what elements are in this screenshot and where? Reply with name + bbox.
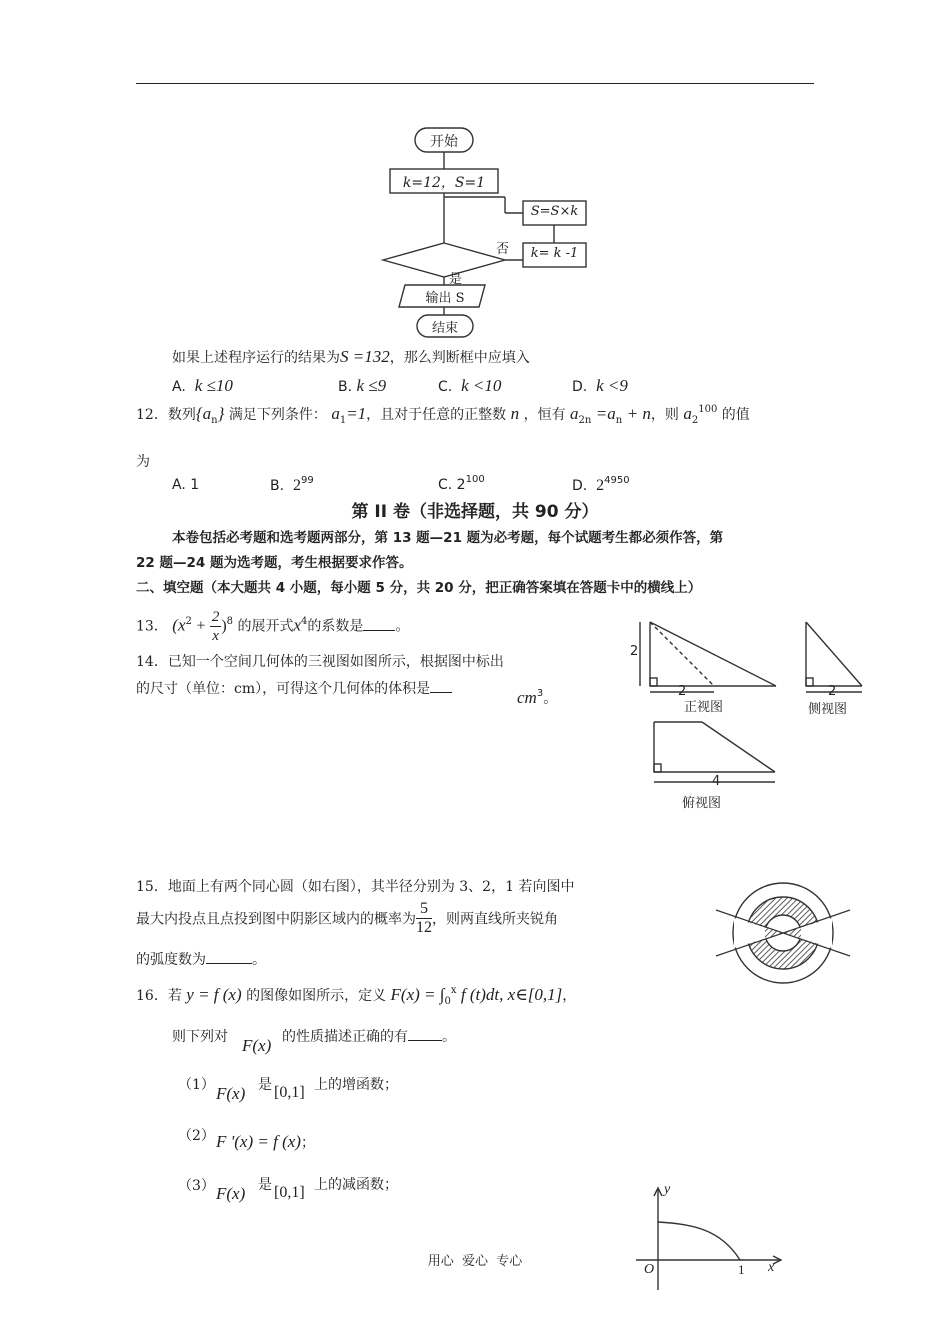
three-views-figure — [628, 604, 868, 816]
q12-option-c: C. $2^{100}$ — [438, 474, 485, 493]
flowchart-start: 开始 — [430, 134, 458, 150]
flowchart-yes-label: 是 — [449, 272, 463, 287]
q15-answer-blank[interactable] — [206, 963, 252, 964]
q12-line2: 为 — [136, 454, 150, 470]
q16-item-1-t: 是 — [258, 1077, 272, 1093]
header-rule — [136, 83, 814, 84]
q14-answer-blank[interactable] — [430, 692, 452, 693]
q13-answer-blank[interactable] — [363, 630, 395, 631]
front-dim-width: 2 — [678, 684, 687, 699]
side-dim-width: 2 — [828, 684, 837, 699]
q16-line1: 16．若 y = f (x) 的图像如图所示，定义 $F(x) = \int_0^x$ f (t)dt, x∈[0,1]， — [136, 985, 577, 1007]
q16-item-3-t: 是 — [258, 1177, 272, 1193]
q11-option-a: A. k ≤10 — [172, 376, 233, 395]
part2-desc-1: 本卷包括必考题和选考题两部分，第 13 题—21 题为必考题，每个试题考生都必须作答，第 — [172, 530, 724, 546]
q16-item-3-rest: 上的减函数； — [314, 1177, 398, 1193]
q12-number: 12． — [136, 407, 168, 423]
q16-item-3: （3） — [178, 1178, 215, 1194]
q12-line: 12．数列$\{a_n\}$ 满足下列条件： $a_1=1$，且对于任意的正整数 n ，恒有 $a_{2n} =a_n + n$，则 $a_2^{100}$ 的值 — [136, 404, 750, 426]
q16-line2: 则下列对 — [172, 1029, 228, 1045]
q16-item-3-interval: [0,1] — [274, 1184, 305, 1201]
q11-result: S =132 — [340, 347, 390, 366]
q16-item-1: （1） — [178, 1077, 215, 1093]
q12-option-d: D. $2^{4950}$ — [572, 475, 630, 494]
q11-text-after: ，那么判断框中应填入 — [389, 350, 530, 366]
flowchart-figure — [355, 125, 600, 340]
flowchart-output: 输出 S — [425, 291, 465, 306]
q11-line — [172, 347, 530, 367]
q16-answer-blank[interactable] — [408, 1040, 442, 1041]
side-view-label: 侧视图 — [808, 702, 848, 717]
graph-x-label: x — [768, 1260, 775, 1275]
q11-option-c: C. k <10 — [438, 376, 502, 395]
q13-line: 13． ($x^2$ + $\frac{2}{x}$ )$^8$ 的展开式$x^4$的系数是 。 — [136, 609, 410, 644]
q11-option-b: B. k ≤9 — [338, 376, 387, 395]
flowchart-no-label: 否 — [496, 242, 510, 257]
q16-item-2: （2） — [178, 1128, 215, 1144]
front-dim-height: 2 — [630, 644, 639, 659]
q16-item-2-expr: F '(x) = f (x)； — [216, 1132, 315, 1151]
q12-option-a: A. 1 — [172, 477, 200, 493]
function-graph-figure — [630, 1180, 785, 1298]
q12-option-b: B. $2^{99}$ — [270, 475, 314, 494]
graph-y-label: y — [664, 1182, 671, 1197]
q16-item-1-interval: [0,1] — [274, 1084, 305, 1101]
q15-line2: 最大内投点且点投到图中阴影区域内的概率为 $\frac{5}{12}$ ，则两直线所夹锐角 — [136, 900, 558, 936]
q14-line1: 14．已知一个空间几何体的三视图如图所示，根据图中标出 — [136, 654, 504, 670]
q16-item-1-expr: F(x) — [216, 1084, 246, 1103]
section-heading: 二、填空题（本大题共 4 小题，每小题 5 分，共 20 分，把正确答案填在答题卡中的横线上） — [136, 580, 702, 596]
page-footer: 用心 爱心 专心 — [427, 1254, 523, 1269]
q15-fraction: $\frac{5}{12}$ — [416, 900, 432, 936]
q11-text-before: 如果上述程序运行的结果为 — [172, 350, 340, 366]
q13-fraction: $\frac{2}{x}$ — [211, 609, 220, 644]
q14-line2: 的尺寸（单位：cm），可得这个几何体的体积是 — [136, 678, 452, 698]
part2-title: 第 II 卷（非选择题，共 90 分） — [351, 502, 599, 522]
q16-line2b: 的性质描述正确的有 。 — [282, 1029, 456, 1045]
graph-one-label: 1 — [738, 1262, 745, 1277]
concentric-circles-figure — [714, 880, 852, 986]
q15-line3: 的弧度数为 。 — [136, 952, 266, 968]
q15-line1: 15．地面上有两个同心圆（如右图），其半径分别为 3、2，1 若向图中 — [136, 879, 575, 895]
q16-Fx: F(x) — [242, 1036, 272, 1055]
q16-item-1-rest: 上的增函数； — [314, 1077, 398, 1093]
q16-item-3-expr: F(x) — [216, 1184, 246, 1203]
q14-unit: $cm^3$。 — [517, 688, 558, 707]
flowchart-decrement: k= k -1 — [530, 246, 579, 261]
front-view-label: 正视图 — [684, 700, 724, 715]
flowchart-multiply: S=S×k — [530, 204, 579, 219]
q11-option-d: D. k <9 — [572, 376, 628, 395]
part2-desc-2: 22 题—24 题为选考题，考生根据要求作答。 — [136, 555, 413, 571]
top-view-label: 俯视图 — [682, 796, 722, 811]
top-dim-length: 4 — [712, 774, 721, 789]
flowchart-init: k=12，S=1 — [402, 175, 486, 191]
flowchart-end: 结束 — [431, 321, 458, 336]
graph-origin-label: O — [644, 1262, 655, 1277]
